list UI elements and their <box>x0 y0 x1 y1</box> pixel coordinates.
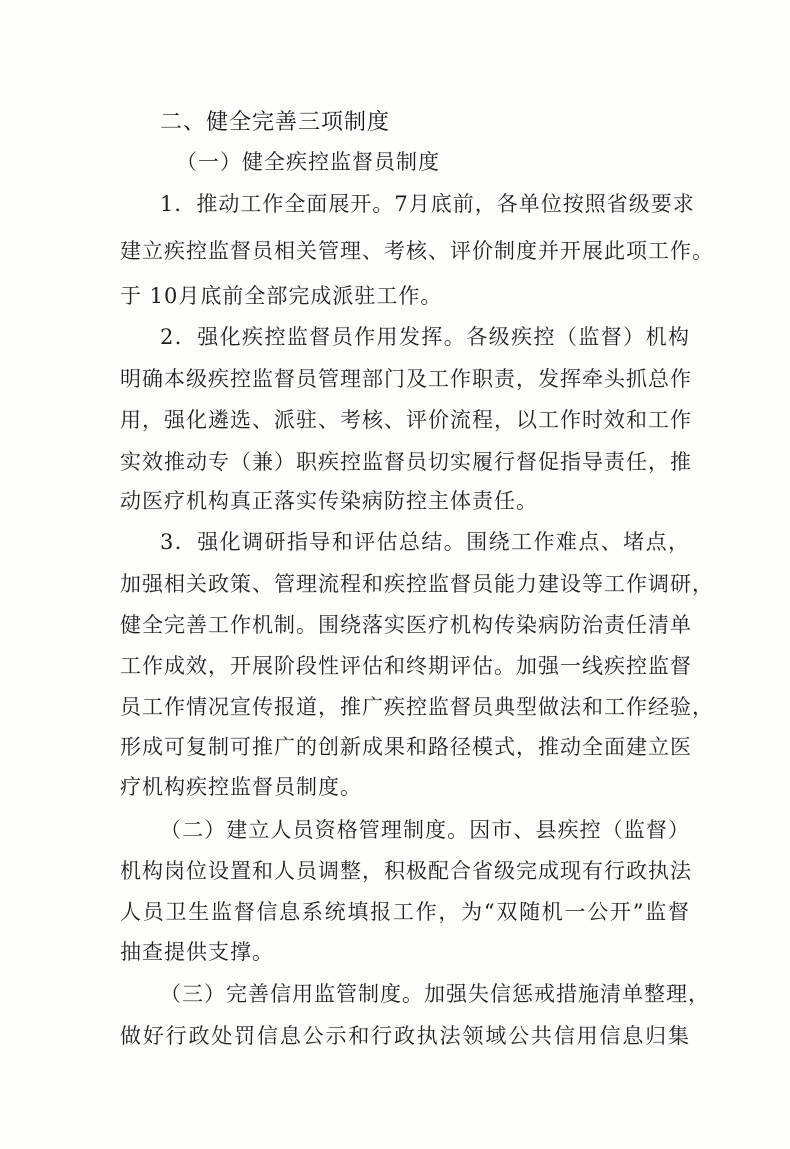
paragraph-line: 工作成效，开展阶段性评估和终期评估。加强一线疾控监督 <box>120 654 692 678</box>
paragraph-line: 员工作情况宣传报道，推广疾控监督员典型做法和工作经验， <box>120 695 714 719</box>
paragraph-line: 实效推动专（兼）职疾控监督员切实履行督促指导责任，推 <box>120 450 692 474</box>
paragraph-line: 抽查提供支撑。 <box>120 940 274 964</box>
paragraph-line: 建立疾控监督员相关管理、考核、评价制度并开展此项工作。 <box>120 239 714 263</box>
paragraph-line: （二）建立人员资格管理制度。因市、县疾控（监督） <box>160 818 690 842</box>
paragraph-line: 机构岗位设置和人员调整，积极配合省级完成现有行政执法 <box>120 859 692 883</box>
paragraph-line: 形成可复制可推广的创新成果和路径模式，推动全面建立医 <box>120 735 692 759</box>
paragraph-line: 2．强化疾控监督员作用发挥。各级疾控（监督）机构 <box>160 325 690 349</box>
paragraph-line: 动医疗机构真正落实传染病防控主体责任。 <box>120 489 538 513</box>
paragraph-line: 3．强化调研指导和评估总结。围绕工作难点、堵点， <box>160 530 690 554</box>
paragraph-line: 健全完善工作机制。围绕落实医疗机构传染病防治责任清单 <box>120 613 692 637</box>
paragraph-line: 加强相关政策、管理流程和疾控监督员能力建设等工作调研， <box>120 572 714 596</box>
paragraph-line: 明确本级疾控监督员管理部门及工作职责，发挥牵头抓总作 <box>120 367 692 391</box>
paragraph-line: 做好行政处罚信息公示和行政执法领域公共信用信息归集 <box>120 1024 690 1048</box>
subsection-heading: （一）健全疾控监督员制度 <box>176 150 440 174</box>
section-heading: 二、健全完善三项制度 <box>160 110 391 135</box>
paragraph-line: （三）完善信用监管制度。加强失信惩戒措施清单整理， <box>160 982 710 1006</box>
paragraph-line: 疗机构疾控监督员制度。 <box>120 775 362 799</box>
paragraph-line: 用，强化遴选、派驻、考核、评价流程，以工作时效和工作 <box>120 408 692 432</box>
paragraph-line: 1．推动工作全面展开。7月底前，各单位按照省级要求 <box>160 192 695 216</box>
paragraph-line: 于 10月底前全部完成派驻工作。 <box>120 284 443 308</box>
paragraph-line: 人员卫生监督信息系统填报工作，为“双随机一公开”监督 <box>120 900 690 924</box>
